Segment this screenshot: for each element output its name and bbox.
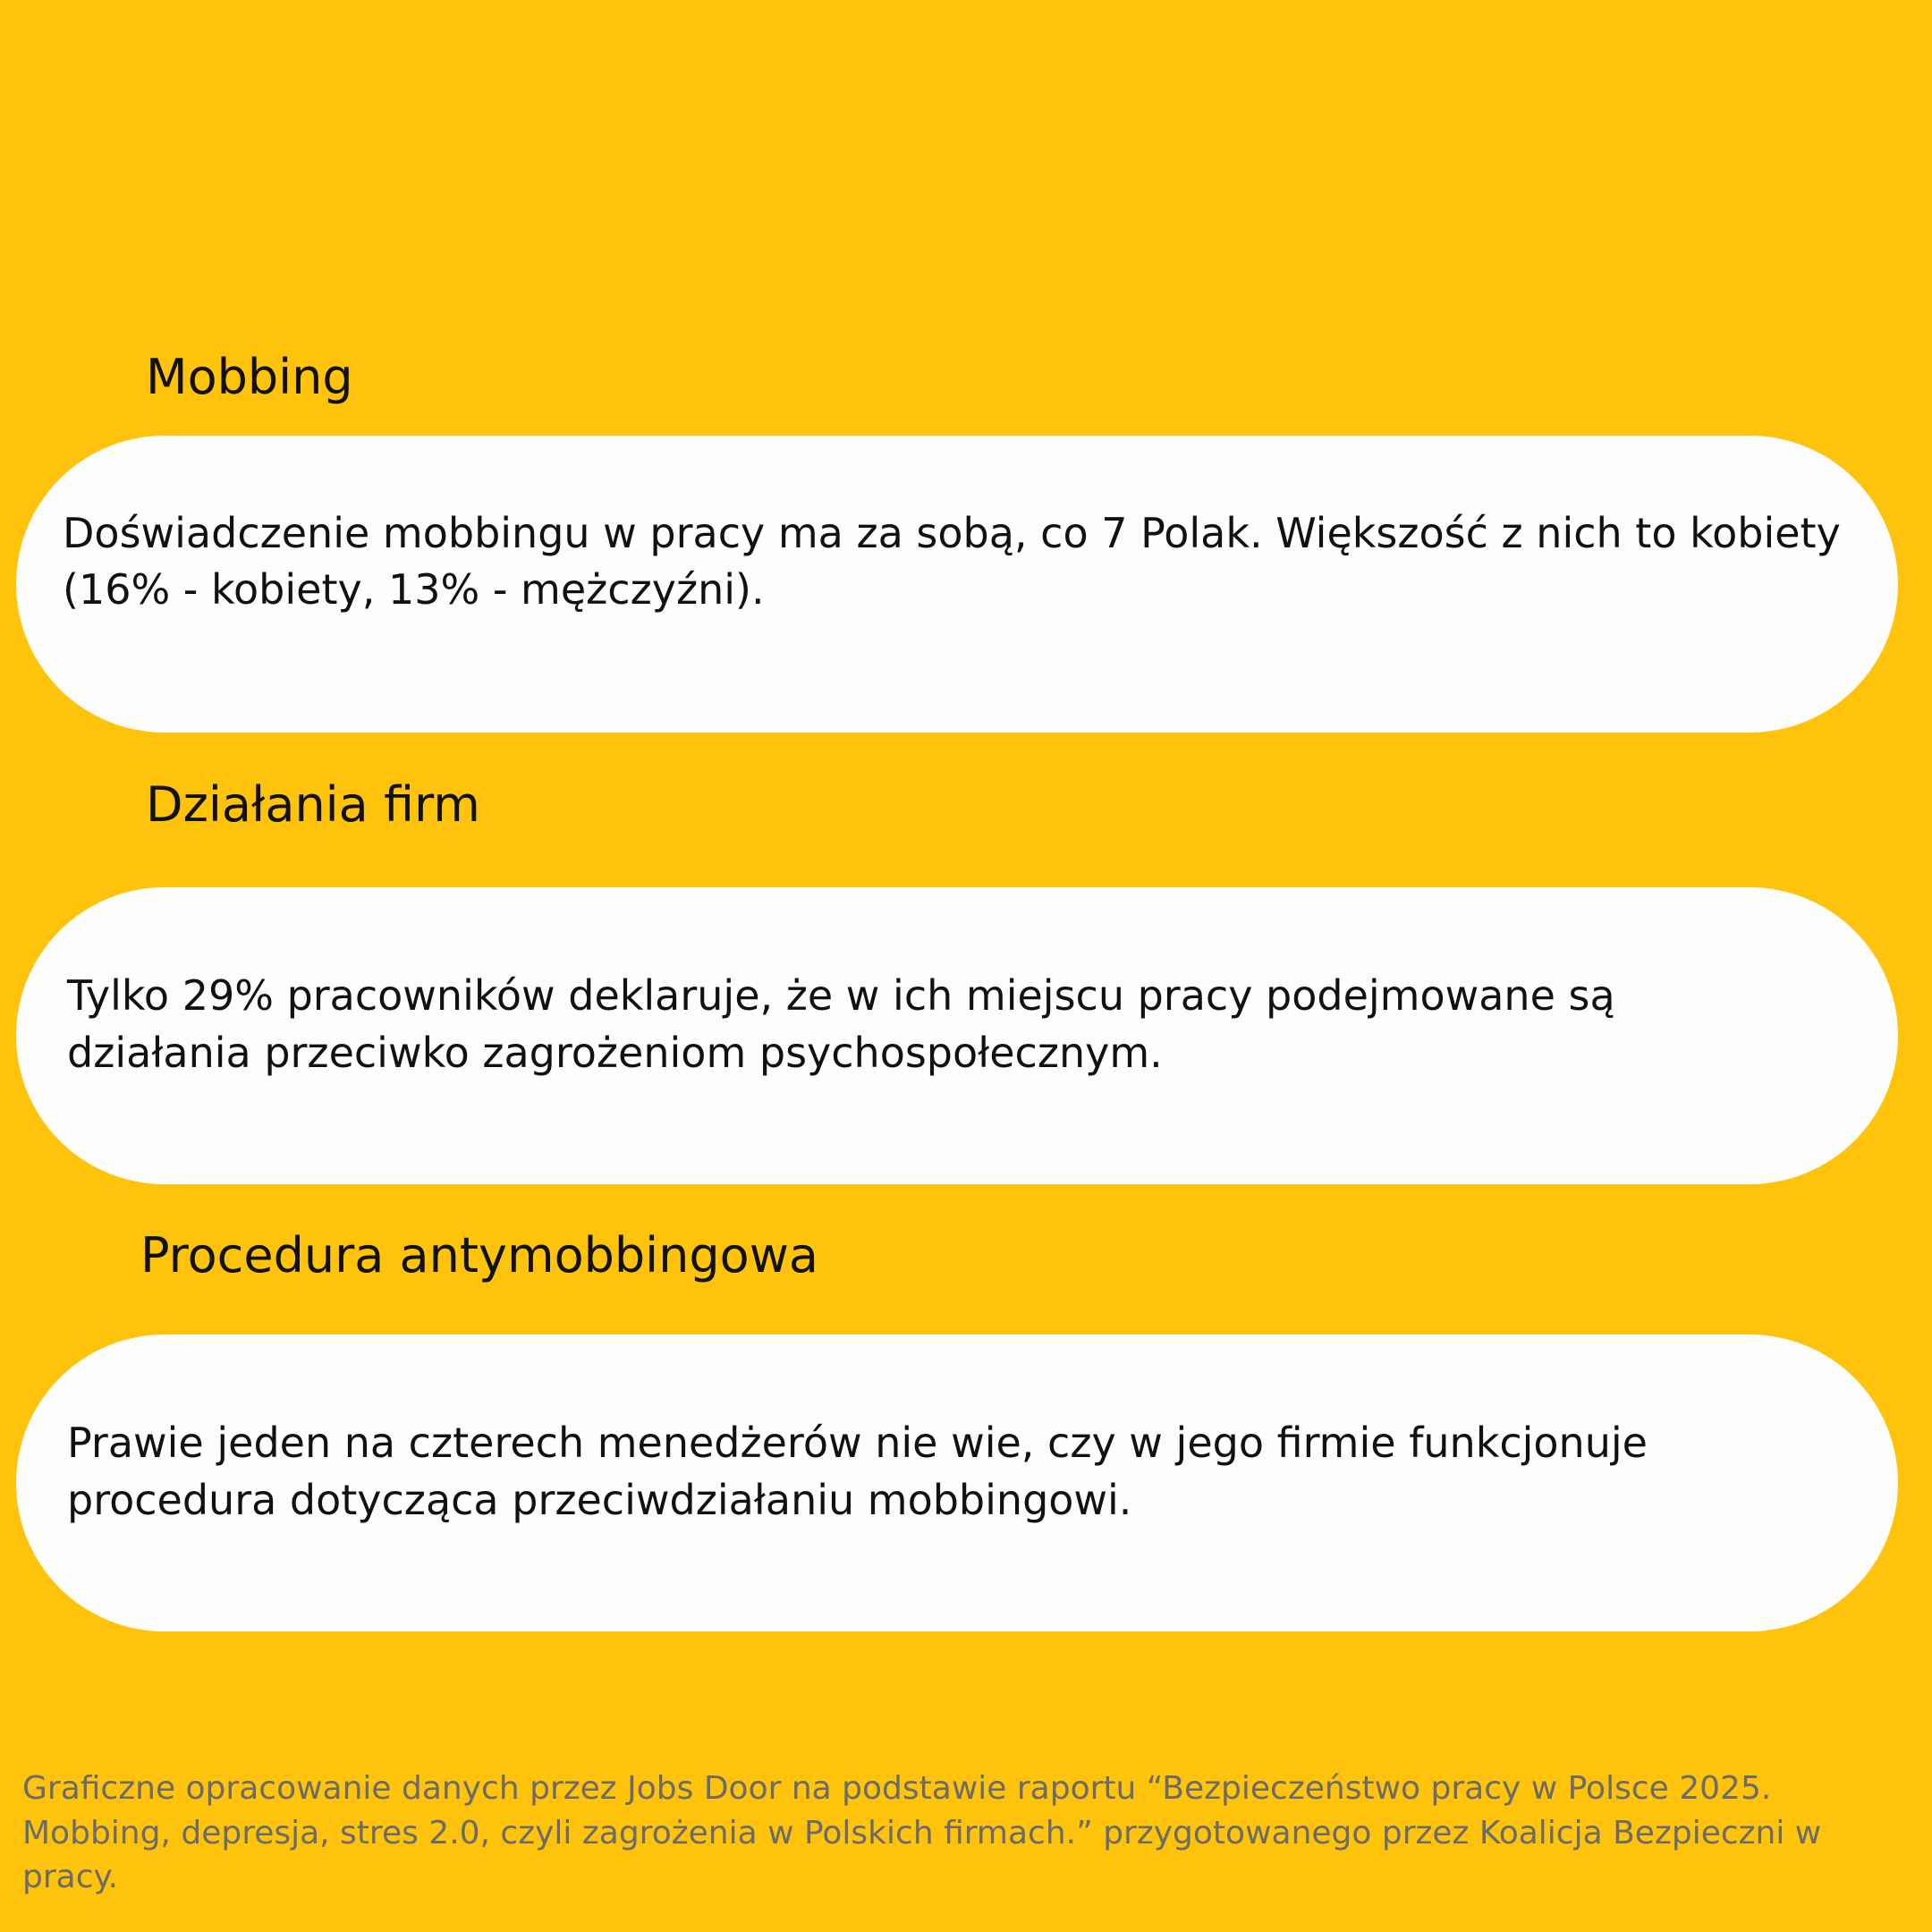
info-card-company-actions: [16, 887, 1898, 1184]
info-card-anti-mobbing-procedure: [16, 1335, 1898, 1631]
source-footnote: Graficzne opracowanie danych przez Jobs Door na podstawie raportu “Bezpieczeństwo pracy w Polsce 2025. Mobbing, depresja, stres 2.0, czyli zagrożenia w Polskich firmach.” przygotowanego przez Koalicja Bezpieczni w pracy.: [22, 1770, 1822, 1896]
card-text-company-actions: Tylko 29% pracowników deklaruje, że w ich miejscu pracy podejmowane są działania przeciwko zagrożeniom psychospołecznym.: [67, 971, 1615, 1077]
card-text-mobbing: Doświadczenie mobbingu w pracy ma za sobą, co 7 Polak. Większość z nich to kobiety (16% - kobiety, 13% - mężczyźni).: [63, 508, 1841, 614]
card-text-anti-mobbing-procedure: Prawie jeden na czterech menedżerów nie wie, czy w jego firmie funkcjonuje procedura dotycząca przeciwdziałaniu mobbingowi.: [67, 1419, 1648, 1524]
info-card-mobbing: [16, 436, 1898, 733]
section-heading-company-actions: Działania firm: [146, 776, 480, 833]
section-heading-mobbing: Mobbing: [146, 349, 353, 405]
section-heading-anti-mobbing-procedure: Procedura antymobbingowa: [140, 1227, 818, 1284]
